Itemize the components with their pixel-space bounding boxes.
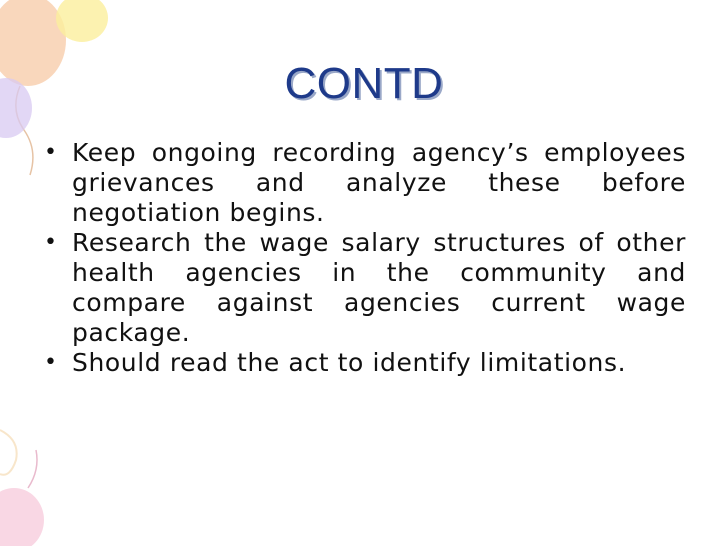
bullet-text: Research the wage salary structures of other health agencies in the community and compare against agencies current wage package. bbox=[72, 228, 686, 347]
list-item bbox=[44, 228, 686, 348]
balloon-icon bbox=[56, 0, 108, 42]
bullet-icon: • bbox=[44, 140, 58, 165]
bullet-text: Keep ongoing recording agency’s employees grievances and analyze these before negotiation begins. bbox=[72, 138, 686, 227]
bullet-icon: • bbox=[44, 350, 58, 375]
bullet-text: Should read the act to identify limitations. bbox=[72, 348, 627, 377]
bullet-list bbox=[44, 138, 686, 378]
slide-title: CONTD bbox=[284, 59, 444, 108]
balloon-icon bbox=[0, 450, 44, 546]
list-item bbox=[44, 138, 686, 228]
bullet-icon: • bbox=[44, 230, 58, 255]
list-item bbox=[44, 348, 686, 378]
